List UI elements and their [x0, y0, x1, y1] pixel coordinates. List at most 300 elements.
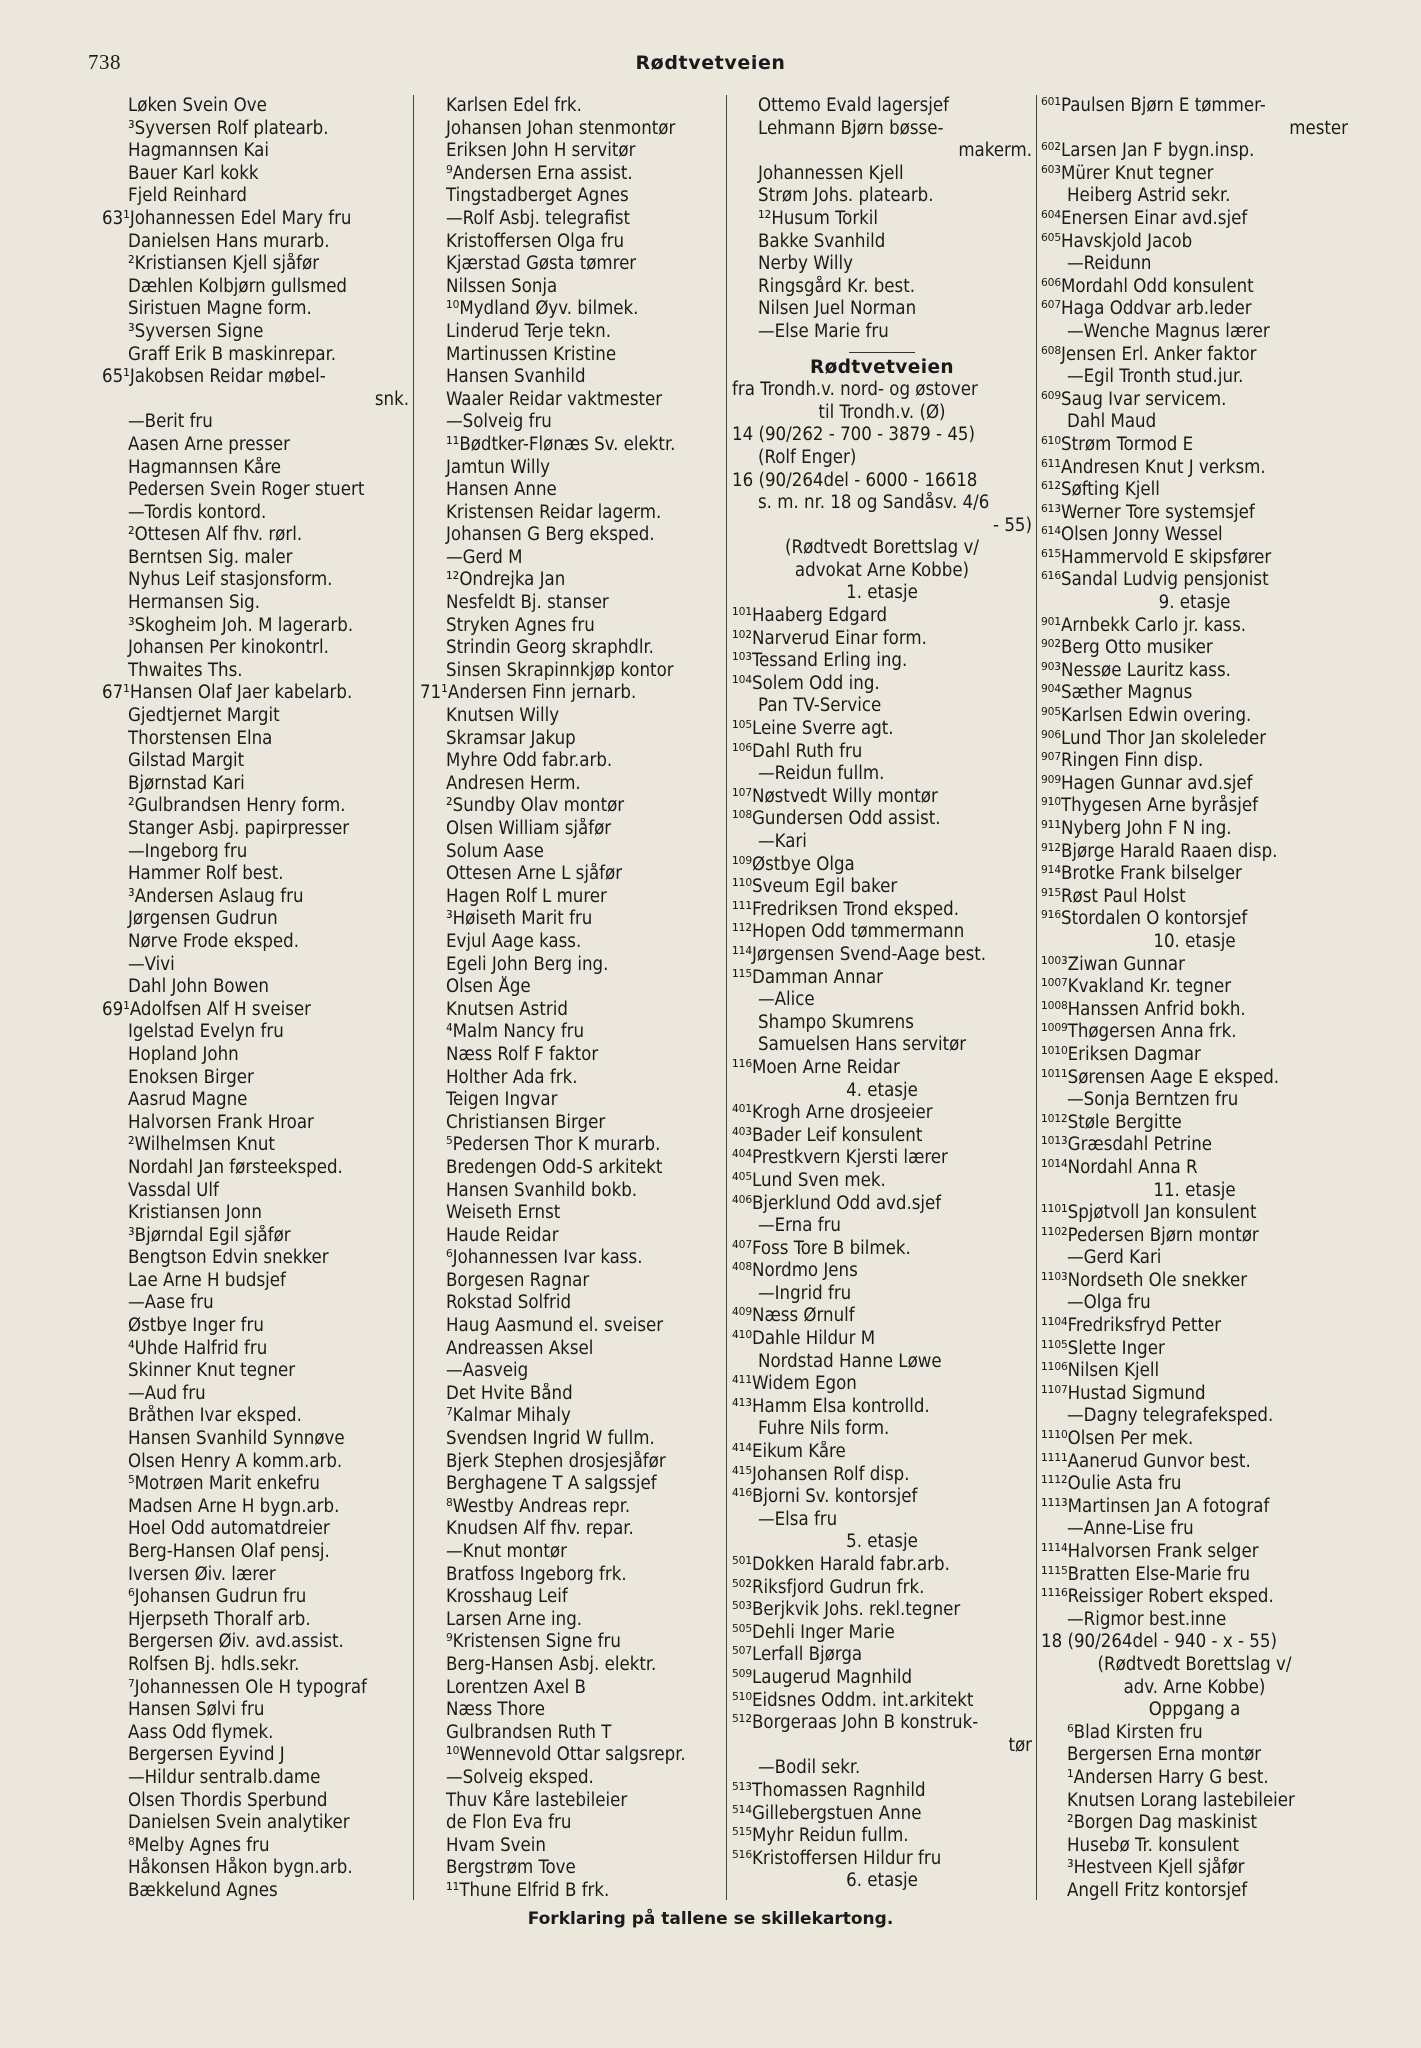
directory-entry: ⁴¹⁰Dahle Hildur M: [732, 1328, 876, 1350]
directory-entry: ⁵⁰⁵Dehli Inger Marie: [732, 1621, 895, 1643]
directory-column-2: [413, 95, 726, 1900]
directory-entry: Bjerk Stephen drosjesjåfør: [446, 1450, 666, 1472]
directory-entry: ³Bjørndal Egil sjåfør: [128, 1224, 291, 1246]
directory-entry: Danielsen Svein analytiker: [128, 1812, 350, 1834]
directory-entry: ⁶⁰⁴Enersen Einar avd.sjef: [1041, 207, 1248, 229]
directory-entry: ¹²Ondrejka Jan: [446, 569, 566, 591]
directory-entry: Vassdal Ulf: [128, 1179, 219, 1201]
directory-entry: ⁶Johansen Gudrun fru: [128, 1586, 307, 1608]
directory-entry: Ringsgård Kr. best.: [758, 275, 916, 297]
directory-entry: ⁶⁰¹Paulsen Bjørn E tømmer-: [1041, 95, 1266, 116]
directory-entry: Skramsar Jakup: [446, 727, 576, 749]
directory-entry: Teigen Ingvar: [446, 1089, 558, 1111]
directory-entry: ¹¹¹³Martinsen Jan A fotograf: [1041, 1495, 1270, 1517]
directory-entry: (Rolf Enger): [758, 446, 857, 468]
directory-entry: ⁵Motrøen Marit enkefru: [128, 1473, 320, 1495]
directory-entry: ⁴¹⁵Johansen Rolf disp.: [732, 1463, 910, 1485]
directory-entry: Angell Fritz kontorsjef: [1067, 1879, 1248, 1900]
directory-entry: ⁷Johannessen Ole H typograf: [128, 1676, 367, 1698]
directory-entry: Berg-Hansen Olaf pensj.: [128, 1541, 330, 1562]
directory-entry: ⁶¹¹Andresen Knut J verksm.: [1041, 456, 1266, 478]
section-label: Oppgang a: [1148, 1699, 1241, 1721]
directory-entry: Husebø Tr. konsulent: [1067, 1834, 1240, 1856]
directory-entry: ¹¹⁶Moen Arne Reidar: [732, 1056, 900, 1078]
directory-entry: —Kari: [758, 831, 807, 852]
entry-continuation: snk.: [374, 388, 409, 410]
directory-entry: ¹¹⁰⁵Slette Inger: [1041, 1337, 1165, 1359]
directory-entry: Linderud Terje tekn.: [446, 320, 611, 342]
directory-entry: ⁹¹⁵Røst Paul Holst: [1041, 885, 1186, 907]
directory-entry: Knutsen Willy: [446, 705, 560, 727]
directory-entry: Iversen Øiv. lærer: [128, 1563, 276, 1585]
directory-entry: Aasrud Magne: [128, 1089, 248, 1111]
directory-entry: Hvam Svein: [446, 1834, 546, 1856]
directory-entry: —Reidunn: [1067, 253, 1152, 275]
directory-entry: Berghagene T A salgssjef: [446, 1473, 657, 1495]
directory-entry: ¹¹⁰⁷Hustad Sigmund: [1041, 1382, 1206, 1404]
directory-entry: Evjul Aage kass.: [446, 930, 582, 952]
directory-entry: ⁶⁰⁷Haga Oddvar arb.leder: [1041, 298, 1252, 320]
directory-entry: Olsen Thordis Sperbund: [128, 1789, 328, 1811]
directory-entry: ⁴⁰⁹Næss Ørnulf: [732, 1305, 855, 1327]
directory-entry: ⁶¹²Søfting Kjell: [1041, 479, 1160, 501]
directory-entry: Det Hvite Bånd: [446, 1382, 573, 1404]
directory-entry: Bredengen Odd-S arkitekt: [446, 1156, 663, 1178]
directory-entry: fra Trondh.v. nord- og østover: [732, 379, 978, 401]
directory-entry: ³Andersen Aslaug fru: [128, 885, 304, 907]
directory-entry: ¹¹⁰³Nordseth Ole snekker: [1041, 1269, 1248, 1291]
directory-entry: ¹¹¹⁶Reissiger Robert eksped.: [1041, 1586, 1274, 1608]
directory-entry: Strøm Johs. platearb.: [758, 185, 934, 207]
directory-entry: ⁴¹⁶Bjorni Sv. kontorsjef: [732, 1486, 918, 1508]
directory-entry: Nerby Willy: [758, 253, 854, 275]
directory-entry: —Aasveig: [446, 1360, 529, 1382]
directory-entry: Bergersen Eyvind J: [128, 1744, 285, 1766]
directory-entry: ³Hestveen Kjell sjåfør: [1067, 1857, 1245, 1879]
directory-entry: Nyhus Leif stasjonsform.: [128, 569, 333, 591]
directory-entry: 18 (90/264del - 940 - x - 55): [1041, 1631, 1277, 1653]
directory-entry: —Dagny telegrafeksped.: [1067, 1405, 1274, 1427]
directory-entry: Egeli John Berg ing.: [446, 953, 609, 975]
directory-entry: Hagmannsen Kai: [128, 140, 269, 162]
directory-entry: —Hildur sentralb.dame: [128, 1766, 321, 1788]
directory-entry: ¹⁰⁶Dahl Ruth fru: [732, 740, 863, 762]
directory-entry: Karlsen Edel frk.: [446, 95, 582, 116]
entry-continuation: - 55): [993, 514, 1032, 536]
directory-entry: ¹⁰⁰⁸Hanssen Anfrid bokh.: [1041, 998, 1246, 1020]
directory-entry: Haude Reidar: [446, 1224, 559, 1246]
section-label: (Rødtvedt Borettslag v/: [1097, 1653, 1292, 1675]
directory-entry: —Olga fru: [1067, 1292, 1151, 1314]
directory-entry: —Aud fru: [128, 1382, 206, 1404]
directory-entry: Hansen Sølvi fru: [128, 1699, 265, 1721]
directory-entry: Kristiansen Jonn: [128, 1202, 262, 1224]
directory-entry: —Aase fru: [128, 1292, 214, 1314]
directory-entry: Madsen Arne H bygn.arb.: [128, 1495, 340, 1517]
section-label: 9. etasje: [1158, 592, 1231, 614]
directory-entry: ⁶⁰²Larsen Jan F bygn.insp.: [1041, 140, 1255, 162]
directory-entry: ¹¹⁰Sveum Egil baker: [732, 876, 898, 898]
directory-entry: ⁴⁰⁶Bjerklund Odd avd.sjef: [732, 1192, 942, 1214]
directory-entry: ¹⁰⁰⁷Kvakland Kr. tegner: [1041, 976, 1232, 998]
directory-entry: ⁶¹⁴Olsen Jonny Wessel: [1041, 524, 1223, 546]
directory-entry: Hansen Svanhild Synnøve: [128, 1428, 345, 1450]
directory-entry: 63¹Johannessen Edel Mary fru: [102, 207, 352, 229]
directory-column-4: [1036, 95, 1350, 1900]
directory-columns: [100, 95, 1350, 1900]
directory-entry: ¹⁰⁹Østbye Olga: [732, 853, 855, 875]
entry-continuation: mester: [1289, 117, 1348, 139]
directory-entry: Johannessen Kjell: [758, 162, 904, 184]
directory-entry: ¹¹¹⁵Bratten Else-Marie fru: [1041, 1563, 1251, 1585]
directory-entry: ⁶Blad Kirsten fru: [1067, 1721, 1203, 1743]
directory-entry: ³Høiseth Marit fru: [446, 908, 593, 930]
directory-entry: ⁴⁰¹Krogh Arne drosjeeier: [732, 1102, 933, 1124]
directory-entry: ⁴¹³Hamm Elsa kontrolld.: [732, 1395, 930, 1417]
directory-entry: ¹¹¹⁴Halvorsen Frank selger: [1041, 1541, 1259, 1562]
directory-entry: Thwaites Ths.: [128, 659, 243, 681]
directory-entry: —Vivi: [128, 953, 175, 975]
directory-entry: Pan TV-Service: [758, 695, 882, 717]
directory-entry: Graff Erik B maskinrepar.: [128, 343, 337, 365]
directory-entry: ²Kristiansen Kjell sjåfør: [128, 253, 320, 275]
directory-entry: ⁹⁰⁵Karlsen Edwin overing.: [1041, 705, 1252, 727]
directory-entry: Thuv Kåre lastebileier: [446, 1789, 628, 1811]
directory-entry: Berg-Hansen Asbj. elektr.: [446, 1653, 657, 1675]
directory-entry: Svendsen Ingrid W fullm.: [446, 1428, 655, 1450]
section-label: 10. etasje: [1153, 930, 1236, 952]
directory-entry: Haug Aasmund el. sveiser: [446, 1315, 664, 1337]
directory-entry: ⁹⁰³Nessøe Lauritz kass.: [1041, 659, 1231, 681]
directory-entry: ¹¹⁰²Pedersen Bjørn montør: [1041, 1224, 1259, 1246]
directory-entry: —Wenche Magnus lærer: [1067, 320, 1270, 342]
directory-entry: Håkonsen Håkon bygn.arb.: [128, 1857, 353, 1879]
directory-entry: Hagen Rolf L murer: [446, 885, 607, 907]
directory-entry: ⁶⁰⁶Mordahl Odd konsulent: [1041, 275, 1254, 297]
directory-entry: Strindin Georg skraphdlr.: [446, 637, 654, 659]
directory-entry: Johansen G Berg eksped.: [446, 524, 655, 546]
directory-entry: Eriksen John H servitør: [446, 140, 636, 162]
directory-entry: Næss Thore: [446, 1699, 545, 1721]
directory-entry: —Alice: [758, 989, 815, 1011]
directory-entry: ²Gulbrandsen Henry form.: [128, 795, 346, 817]
directory-entry: Gulbrandsen Ruth T: [446, 1721, 612, 1743]
directory-entry: Dahl Maud: [1067, 411, 1157, 433]
running-head: Rødtvetveien: [635, 52, 786, 74]
directory-entry: Fjeld Reinhard: [128, 185, 247, 207]
directory-entry: Bækkelund Agnes: [128, 1879, 278, 1900]
section-label: advokat Arne Kobbe): [794, 559, 970, 581]
entry-continuation: tør: [1008, 1734, 1032, 1756]
directory-entry: —Ingrid fru: [758, 1282, 852, 1304]
directory-entry: ⁶Johannessen Ivar kass.: [446, 1247, 643, 1269]
directory-entry: 16 (90/264del - 6000 - 16618: [732, 469, 978, 491]
directory-entry: ⁸Melby Agnes fru: [128, 1834, 270, 1856]
directory-entry: ¹¹¹²Oulie Asta fru: [1041, 1473, 1182, 1495]
directory-entry: Borgesen Ragnar: [446, 1269, 590, 1291]
directory-entry: ⁴⁰⁵Lund Sven mek.: [732, 1169, 886, 1191]
directory-entry: Halvorsen Frank Hroar: [128, 1111, 314, 1133]
directory-entry: Jørgensen Gudrun: [128, 908, 278, 930]
directory-entry: Bergstrøm Tove: [446, 1857, 576, 1879]
directory-entry: ⁶¹⁰Strøm Tormod E: [1041, 433, 1194, 455]
directory-entry: ⁵⁰³Berjkvik Johs. rekl.tegner: [732, 1599, 961, 1621]
directory-entry: ¹⁰¹Haaberg Edgard: [732, 605, 888, 627]
directory-entry: 71¹Andersen Finn jernarb.: [420, 682, 637, 704]
directory-entry: Igelstad Evelyn fru: [128, 1021, 284, 1043]
directory-entry: Hansen Anne: [446, 479, 557, 501]
directory-entry: ⁹⁰⁷Ringen Finn disp.: [1041, 750, 1204, 772]
directory-entry: —Bodil sekr.: [758, 1757, 861, 1779]
directory-entry: Nesfeldt Bj. stanser: [446, 592, 609, 614]
directory-entry: Danielsen Hans murarb.: [128, 230, 330, 252]
directory-entry: Rokstad Solfrid: [446, 1292, 572, 1314]
directory-entry: ¹¹¹⁰Olsen Per mek.: [1041, 1428, 1194, 1450]
directory-entry: ³Skogheim Joh. M lagerarb.: [128, 614, 354, 636]
directory-entry: Lae Arne H budsjef: [128, 1269, 286, 1291]
section-label: 5. etasje: [846, 1531, 918, 1553]
directory-entry: ²Sundby Olav montør: [446, 795, 625, 817]
directory-entry: Knutsen Astrid: [446, 998, 568, 1020]
directory-entry: Knudsen Alf fhv. repar.: [446, 1518, 634, 1540]
directory-entry: ⁵⁰²Riksfjord Gudrun frk.: [732, 1576, 925, 1598]
directory-entry: Enoksen Birger: [128, 1066, 254, 1088]
directory-entry: ¹¹Thune Elfrid B frk.: [446, 1879, 610, 1900]
directory-entry: ¹⁰¹⁰Eriksen Dagmar: [1041, 1043, 1201, 1065]
directory-entry: Ottesen Arne L sjåfør: [446, 863, 623, 885]
directory-entry: ²Wilhelmsen Knut: [128, 1134, 275, 1156]
directory-entry: ¹¹⁴Jørgensen Svend-Aage best.: [732, 943, 987, 965]
directory-entry: ⁹⁰¹Arnbekk Carlo jr. kass.: [1041, 614, 1247, 636]
directory-entry: ¹¹⁰¹Spjøtvoll Jan konsulent: [1041, 1202, 1257, 1224]
directory-entry: ⁴Malm Nancy fru: [446, 1021, 585, 1043]
street-heading: Rødtvetveien: [810, 356, 954, 378]
directory-entry: Nørve Frode eksped.: [128, 930, 299, 952]
directory-entry: ⁴¹⁴Eikum Kåre: [732, 1441, 846, 1463]
directory-entry: Berntsen Sig. maler: [128, 546, 293, 568]
directory-entry: ¹¹⁰⁶Nilsen Kjell: [1041, 1360, 1160, 1382]
directory-entry: ¹¹⁵Damman Annar: [732, 966, 883, 988]
directory-entry: ⁴¹¹Widem Egon: [732, 1373, 857, 1395]
directory-entry: ²Ottesen Alf fhv. rørl.: [128, 524, 303, 546]
directory-entry: —Tordis kontord.: [128, 501, 267, 523]
directory-entry: Aasen Arne presser: [128, 433, 290, 455]
directory-entry: Waaler Reidar vaktmester: [446, 388, 663, 410]
directory-entry: ¹⁰²Narverud Einar form.: [732, 627, 927, 649]
directory-entry: —Solveig fru: [446, 411, 552, 433]
directory-entry: Johansen Johan stenmontør: [446, 117, 676, 139]
directory-entry: Tingstadberget Agnes: [446, 185, 629, 207]
directory-entry: ¹⁰⁷Nøstvedt Willy montør: [732, 785, 938, 807]
directory-entry: Krosshaug Leif: [446, 1586, 568, 1608]
section-label: 11. etasje: [1153, 1179, 1236, 1201]
directory-entry: ⁹¹⁰Thygesen Arne byråsjef: [1041, 795, 1258, 817]
directory-entry: ⁹¹¹Nyberg John F N ing.: [1041, 818, 1232, 839]
directory-entry: Nordahl Jan førsteeksped.: [128, 1156, 343, 1178]
directory-entry: 69¹Adolfsen Alf H sveiser: [102, 998, 311, 1020]
directory-entry: ⁷Kalmar Mihaly: [446, 1405, 571, 1427]
directory-entry: ⁶¹⁶Sandal Ludvig pensjonist: [1041, 569, 1269, 591]
directory-column-3: [726, 95, 1036, 1900]
section-label: adv. Arne Kobbe): [1123, 1676, 1266, 1698]
directory-entry: ⁹⁰²Berg Otto musiker: [1041, 637, 1213, 659]
directory-entry: ⁹¹⁶Stordalen O kontorsjef: [1041, 908, 1248, 930]
section-divider: [849, 352, 915, 353]
directory-entry: ⁵¹⁴Gillebergstuen Anne: [732, 1802, 922, 1824]
directory-entry: ⁶¹⁵Hammervold E skipsfører: [1041, 546, 1272, 568]
directory-entry: Christiansen Birger: [446, 1111, 606, 1133]
directory-entry: Hjerpseth Thoralf arb.: [128, 1608, 311, 1630]
directory-entry: ⁶⁰³Mürer Knut tegner: [1041, 162, 1214, 184]
directory-entry: Aass Odd flymek.: [128, 1721, 274, 1743]
directory-entry: Hoel Odd automatdreier: [128, 1518, 330, 1540]
directory-entry: ¹⁰¹¹Sørensen Aage E eksped.: [1041, 1066, 1280, 1088]
directory-entry: Næss Rolf F faktor: [446, 1043, 599, 1065]
directory-entry: 65¹Jakobsen Reidar møbel-: [102, 366, 326, 388]
directory-entry: ²Borgen Dag maskinist: [1067, 1812, 1258, 1834]
directory-entry: Nilssen Sonja: [446, 275, 558, 297]
directory-entry: ¹⁰⁰³Ziwan Gunnar: [1041, 953, 1185, 975]
footer-note: Forklaring på tallene se skillekartong.: [527, 1909, 894, 1929]
directory-entry: ¹⁰¹²Støle Bergitte: [1041, 1111, 1182, 1133]
directory-entry: ¹⁰⁵Leine Sverre agt.: [732, 718, 894, 740]
directory-entry: —Egil Tronth stud.jur.: [1067, 366, 1244, 388]
directory-entry: ¹⁰Mydland Øyv. bilmek.: [446, 298, 639, 320]
directory-entry: ⁹Andersen Erna assist.: [446, 162, 633, 184]
directory-entry: Samuelsen Hans servitør: [758, 1034, 967, 1056]
directory-entry: ⁵⁰¹Dokken Harald fabr.arb.: [732, 1554, 950, 1575]
directory-entry: Bengtson Edvin snekker: [128, 1247, 329, 1269]
directory-entry: ⁹⁰⁹Hagen Gunnar avd.sjef: [1041, 772, 1253, 794]
directory-entry: Bjørnstad Kari: [128, 772, 245, 794]
directory-entry: Hansen Svanhild bokb.: [446, 1179, 638, 1201]
directory-entry: —Rigmor best.inne: [1067, 1608, 1227, 1630]
directory-entry: ⁹Kristensen Signe fru: [446, 1631, 621, 1653]
directory-entry: —Erna fru: [758, 1215, 841, 1237]
directory-entry: ³Syversen Rolf platearb.: [128, 117, 329, 139]
directory-entry: Weiseth Ernst: [446, 1202, 561, 1224]
directory-entry: ¹¹²Hopen Odd tømmermann: [732, 921, 965, 943]
directory-entry: Shampo Skumrens: [758, 1011, 914, 1033]
directory-entry: Gilstad Margit: [128, 750, 245, 772]
directory-entry: Lorentzen Axel B: [446, 1676, 586, 1698]
directory-entry: Fuhre Nils form.: [758, 1418, 890, 1440]
directory-entry: —Knut montør: [446, 1541, 567, 1562]
directory-entry: ¹⁰⁸Gundersen Odd assist.: [732, 808, 941, 830]
directory-entry: —Gerd Kari: [1067, 1247, 1162, 1269]
directory-entry: ⁹¹²Bjørge Harald Raaen disp.: [1041, 840, 1278, 862]
directory-entry: —Reidun fullm.: [758, 763, 885, 785]
directory-entry: ¹⁰⁴Solem Odd ing.: [732, 672, 880, 694]
directory-entry: Rolfsen Bj. hdls.sekr.: [128, 1653, 300, 1675]
directory-entry: Andreassen Aksel: [446, 1337, 594, 1359]
directory-entry: Thorstensen Elna: [128, 727, 273, 749]
section-label: 1. etasje: [846, 582, 918, 604]
directory-entry: Johansen Per kinokontrl.: [128, 637, 329, 659]
directory-entry: ⁶¹³Werner Tore systemsjef: [1041, 501, 1255, 523]
section-label: til Trondh.v. (Ø): [818, 401, 946, 423]
directory-entry: Kristoffersen Olga fru: [446, 230, 625, 252]
directory-entry: Sinsen Skrapinnkjøp kontor: [446, 659, 674, 681]
directory-entry: ¹⁰Wennevold Ottar salgsrepr.: [446, 1744, 686, 1766]
directory-entry: Martinussen Kristine: [446, 343, 617, 365]
directory-entry: —Else Marie fru: [758, 320, 889, 342]
directory-entry: 67¹Hansen Olaf Jaer kabelarb.: [102, 682, 353, 704]
directory-entry: Kristensen Reidar lagerm.: [446, 501, 662, 523]
directory-entry: ⁹⁰⁶Lund Thor Jan skoleleder: [1041, 727, 1267, 749]
directory-entry: —Berit fru: [128, 411, 213, 433]
directory-entry: ¹⁰¹³Græsdahl Petrine: [1041, 1134, 1213, 1156]
directory-entry: Bråthen Ivar eksped.: [128, 1405, 302, 1427]
directory-entry: —Gerd M: [446, 546, 523, 568]
directory-entry: —Elsa fru: [758, 1508, 838, 1530]
directory-entry: ¹¹¹Fredriksen Trond eksped.: [732, 898, 960, 920]
directory-entry: Holther Ada frk.: [446, 1066, 578, 1088]
directory-entry: de Flon Eva fru: [446, 1812, 572, 1834]
directory-entry: Nilsen Juel Norman: [758, 298, 917, 320]
directory-entry: ⁵⁰⁷Lerfall Bjørga: [732, 1644, 863, 1666]
directory-entry: ¹⁰¹⁴Nordahl Anna R: [1041, 1156, 1198, 1178]
directory-entry: —Ingeborg fru: [128, 840, 248, 862]
directory-entry: —Anne-Lise fru: [1067, 1518, 1194, 1540]
directory-entry: —Sonja Berntzen fru: [1067, 1089, 1239, 1111]
directory-entry: Knutsen Lorang lastebileier: [1067, 1789, 1295, 1811]
directory-entry: ⁹¹⁴Brotke Frank bilselger: [1041, 863, 1242, 885]
directory-entry: ⁴Uhde Halfrid fru: [128, 1337, 268, 1359]
directory-entry: Olsen William sjåfør: [446, 818, 612, 839]
entry-continuation: makerm.: [958, 140, 1032, 162]
section-label: 4. etasje: [846, 1079, 918, 1101]
directory-entry: Hammer Rolf best.: [128, 863, 284, 885]
directory-entry: Heiberg Astrid sekr.: [1067, 185, 1231, 207]
section-label: 6. etasje: [846, 1870, 918, 1892]
directory-entry: Bergersen Erna montør: [1067, 1744, 1262, 1766]
directory-entry: Solum Aase: [446, 840, 544, 862]
directory-entry: Hermansen Sig.: [128, 592, 261, 614]
directory-entry: ⁴⁰⁷Foss Tore B bilmek.: [732, 1237, 911, 1259]
directory-entry: Siristuen Magne form.: [128, 298, 312, 320]
directory-entry: ⁸Westby Andreas repr.: [446, 1495, 631, 1517]
directory-entry: Stanger Asbj. papirpresser: [128, 818, 350, 839]
directory-entry: ⁵¹⁵Myhr Reidun fullm.: [732, 1825, 909, 1847]
directory-entry: ⁴⁰⁴Prestkvern Kjersti lærer: [732, 1147, 948, 1169]
directory-entry: ⁵⁰⁹Laugerud Magnhild: [732, 1666, 913, 1688]
directory-entry: s. m. nr. 18 og Sandåsv. 4/6: [758, 492, 990, 514]
directory-entry: ⁵Pedersen Thor K murarb.: [446, 1134, 661, 1156]
directory-entry: ¹⁰³Tessand Erling ing.: [732, 650, 908, 672]
directory-entry: ¹¹¹¹Aanerud Gunvor best.: [1041, 1450, 1251, 1472]
directory-entry: Bakke Svanhild: [758, 230, 886, 252]
directory-entry: 14 (90/262 - 700 - 3879 - 45): [732, 424, 976, 446]
directory-entry: Olsen Henry A komm.arb.: [128, 1450, 343, 1472]
directory-entry: Hagmannsen Kåre: [128, 456, 282, 478]
directory-entry: Østbye Inger fru: [128, 1315, 264, 1337]
directory-entry: Jamtun Willy: [446, 456, 550, 478]
directory-entry: Nordstad Hanne Løwe: [758, 1350, 942, 1372]
directory-entry: ¹¹⁰⁴Fredriksfryd Petter: [1041, 1315, 1222, 1337]
directory-entry: Hansen Svanhild: [446, 366, 586, 388]
directory-entry: Ottemo Evald lagersjef: [758, 95, 949, 116]
directory-entry: ³Syversen Signe: [128, 320, 264, 342]
directory-entry: Gjedtjernet Margit: [128, 705, 280, 727]
directory-entry: ⁹⁰⁴Sæther Magnus: [1041, 682, 1193, 704]
directory-entry: Bergersen Øiv. avd.assist.: [128, 1631, 344, 1653]
directory-entry: Pedersen Svein Roger stuert: [128, 479, 365, 501]
directory-entry: Bauer Karl kokk: [128, 162, 259, 184]
directory-entry: ⁵¹⁰Eidsnes Oddm. int.arkitekt: [732, 1689, 974, 1711]
directory-entry: Bratfoss Ingeborg frk.: [446, 1563, 627, 1585]
directory-entry: ⁶⁰⁹Saug Ivar servicem.: [1041, 388, 1227, 410]
